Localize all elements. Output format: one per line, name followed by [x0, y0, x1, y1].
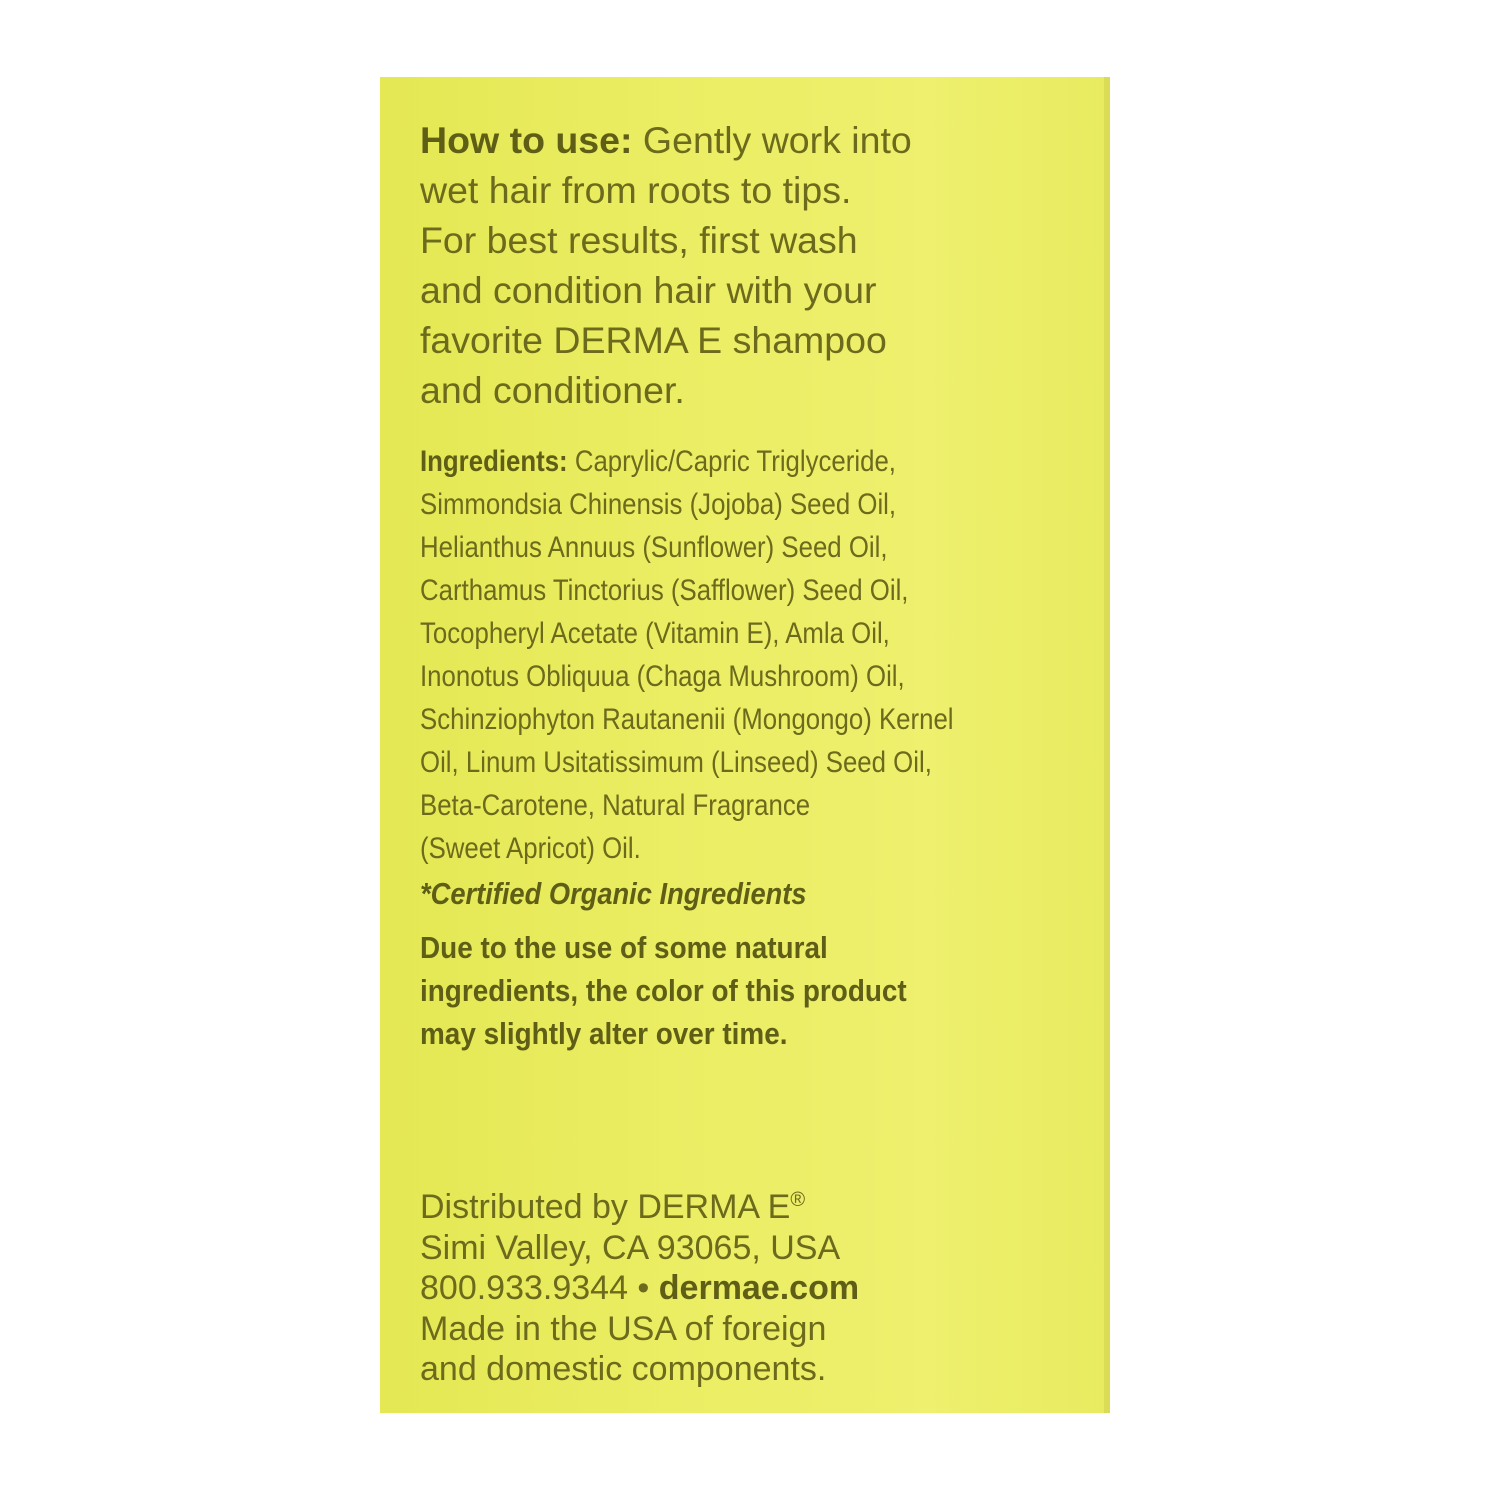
ingredients-text-6: Inonotus Obliquua (Chaga Mushroom) Oil, — [420, 660, 905, 693]
how-to-use-label: How to use: — [420, 119, 633, 161]
ingredients-label: Ingredients: — [420, 445, 568, 478]
ingredients-text-5: Tocopheryl Acetate (Vitamin E), Amla Oil, — [420, 617, 890, 650]
ingredients-text-9: Beta-Carotene, Natural Fragrance — [420, 789, 811, 822]
ingredients-text-8: Oil, Linum Usitatissimum (Linseed) Seed Oil, — [420, 746, 932, 779]
color-notice — [420, 926, 1050, 1055]
how-to-use-section — [420, 115, 1080, 415]
how-to-use-text-1: Gently work into — [632, 119, 912, 161]
distributor-line-1 — [420, 1180, 1080, 1228]
distributor-contact-line — [420, 1268, 1080, 1309]
how-to-use-text-2: wet hair from roots to tips. — [420, 169, 852, 211]
distributor-info — [420, 1180, 1080, 1390]
made-in-line-1: Made in the USA of foreign — [420, 1309, 827, 1348]
color-notice-line-3: may slightly alter over time. — [420, 1016, 788, 1051]
phone-number: 800.933.9344 — [420, 1269, 628, 1307]
color-notice-line-1: Due to the use of some natural — [420, 930, 828, 965]
ingredients-text-10: (Sweet Apricot) Oil. — [420, 832, 641, 865]
bullet-separator: • — [627, 1269, 659, 1307]
distributor-name: Distributed by DERMA E — [420, 1188, 791, 1226]
ingredients-text-7: Schinziophyton Rautanenii (Mongongo) Kernel — [420, 703, 954, 736]
how-to-use-line-1 — [420, 115, 1080, 165]
how-to-use-text-5: favorite DERMA E shampoo — [420, 319, 887, 361]
organic-note: *Certified Organic Ingredients — [420, 876, 807, 911]
distributor-address: Simi Valley, CA 93065, USA — [420, 1228, 841, 1267]
ingredients-section — [420, 440, 1074, 870]
ingredients-line-1 — [420, 440, 1074, 483]
ingredients-text-2: Simmondsia Chinensis (Jojoba) Seed Oil, — [420, 488, 897, 521]
made-in-line-2: and domestic components. — [420, 1350, 827, 1388]
label-content — [420, 115, 1080, 1055]
ingredients-text-3: Helianthus Annuus (Sunflower) Seed Oil, — [420, 531, 888, 564]
ingredients-text-1: Caprylic/Capric Triglyceride, — [567, 445, 896, 478]
how-to-use-text-3: For best results, first wash — [420, 219, 858, 261]
panel-edge-shade — [1104, 77, 1110, 1413]
product-label-panel — [380, 77, 1110, 1413]
ingredients-text-4: Carthamus Tinctorius (Safflower) Seed Oil, — [420, 574, 909, 607]
color-notice-line-2: ingredients, the color of this product — [420, 973, 907, 1008]
registered-mark: ® — [790, 1189, 806, 1211]
how-to-use-text-4: and condition hair with your — [420, 269, 877, 311]
website-link[interactable]: dermae.com — [658, 1269, 860, 1307]
how-to-use-text-6: and conditioner. — [420, 369, 685, 411]
